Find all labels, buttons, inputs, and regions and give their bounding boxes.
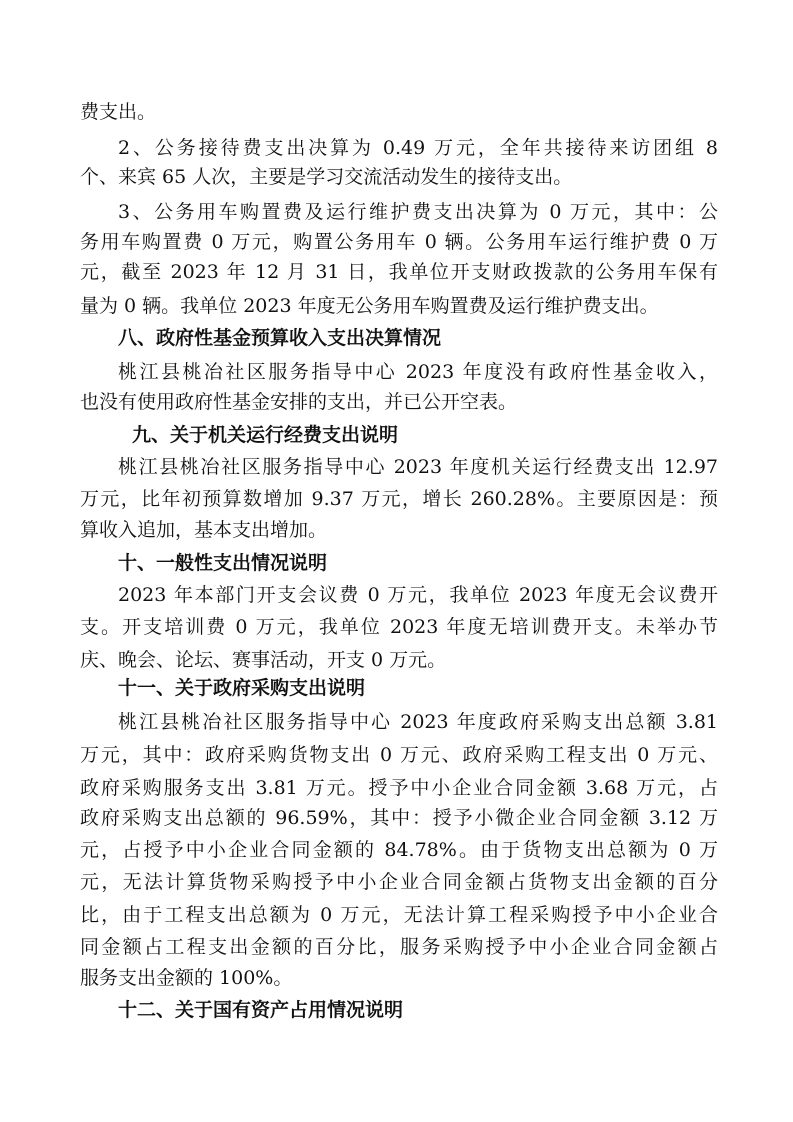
body-text-line: 元，截至 2023 年 12 月 31 日，我单位开支财政拨款的公务用车保有 [80, 261, 718, 283]
body-text-line: 元，无法计算货物采购授予中小企业合同金额占货物支出金额的百分 [80, 871, 718, 893]
body-text-line: 2023 年本部门开支会议费 0 万元，我单位 2023 年度无会议费开 [118, 584, 718, 606]
body-text-line: 庆、晚会、论坛、赛事活动，开支 0 万元。 [80, 649, 447, 671]
body-text-line: 3、公务用车购置费及运行维护费支出决算为 0 万元，其中：公 [118, 201, 718, 223]
body-text-line: 桃江县桃冶社区服务指导中心 2023 年度政府采购支出总额 3.81 [118, 711, 718, 733]
section-heading-9: 九、关于机关运行经费支出说明 [132, 424, 399, 446]
body-text-line: 同金额占工程支出金额的百分比，服务采购授予中小企业合同金额占 [80, 936, 718, 958]
body-text-line: 2、公务接待费支出决算为 0.49 万元，全年共接待来访团组 8 [118, 137, 718, 159]
body-text-line: 政府采购支出总额的 96.59%，其中：授予小微企业合同金额 3.12 万 [80, 807, 718, 829]
body-text-line: 算收入追加，基本支出增加。 [80, 519, 328, 541]
body-text-line: 支。开支培训费 0 万元，我单位 2023 年度无培训费开支。未举办节 [80, 616, 718, 638]
section-heading-8: 八、政府性基金预算收入支出决算情况 [118, 327, 442, 349]
body-text-line: 务用车购置费 0 万元，购置公务用车 0 辆。公务用车运行维护费 0 万 [80, 231, 718, 253]
body-text-line: 费支出。 [80, 101, 157, 123]
body-text-line: 政府采购服务支出 3.81 万元。授予中小企业合同金额 3.68 万元，占 [80, 777, 718, 799]
body-text-line: 量为 0 辆。我单位 2023 年度无公务用车购置费及运行维护费支出。 [80, 295, 659, 317]
section-heading-11: 十一、关于政府采购支出说明 [118, 677, 366, 699]
body-text-line: 桃江县桃冶社区服务指导中心 2023 年度没有政府性基金收入， [118, 361, 718, 383]
body-text-line: 元，占授予中小企业合同金额的 84.78%。由于货物支出总额为 0 万 [80, 839, 718, 861]
body-text-line: 服务支出金额的 100%。 [80, 967, 293, 989]
section-heading-10: 十、一般性支出情况说明 [118, 552, 328, 574]
body-text-line: 比，由于工程支出总额为 0 万元，无法计算工程采购授予中小企业合 [80, 904, 718, 926]
body-text-line: 也没有使用政府性基金安排的支出，并已公开空表。 [80, 391, 518, 413]
body-text-line: 个、来宾 65 人次，主要是学习交流活动发生的接待支出。 [80, 166, 573, 188]
section-heading-12: 十二、关于国有资产占用情况说明 [118, 999, 404, 1021]
body-text-line: 万元，比年初预算数增加 9.37 万元，增长 260.28%。主要原因是：预 [80, 488, 718, 510]
body-text-line: 桃江县桃冶社区服务指导中心 2023 年度机关运行经费支出 12.97 [118, 456, 718, 478]
body-text-line: 万元，其中：政府采购货物支出 0 万元、政府采购工程支出 0 万元、 [80, 744, 718, 766]
